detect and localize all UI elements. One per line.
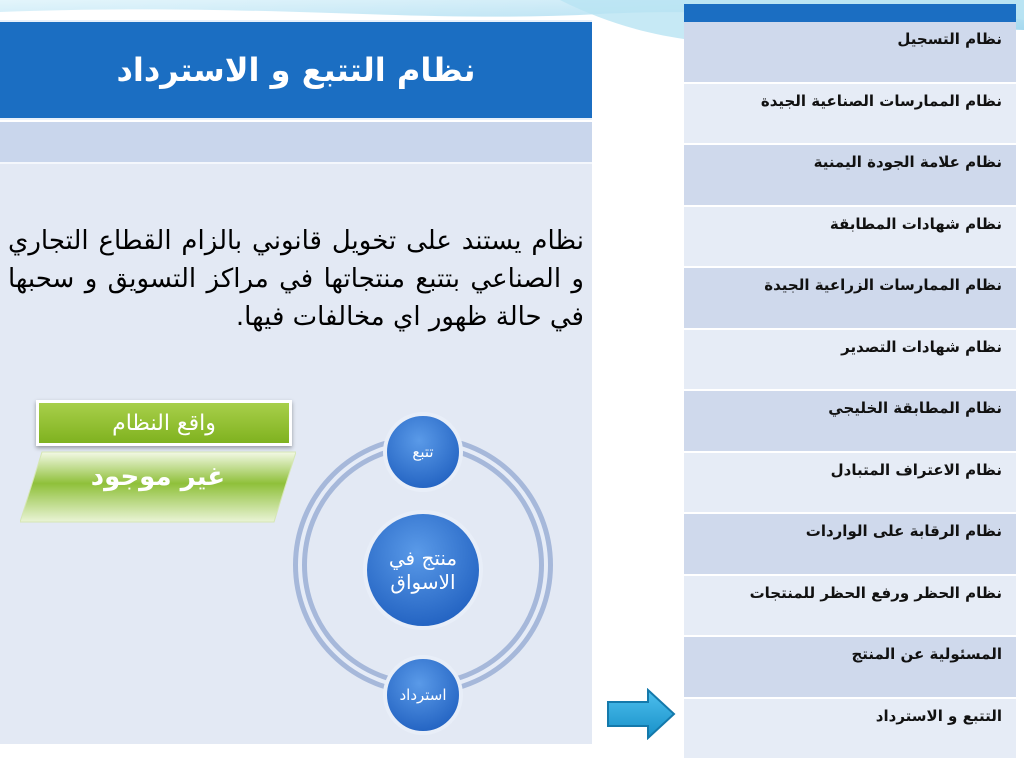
status-label: واقع النظام (36, 400, 292, 446)
trace-label: تتبع (412, 443, 434, 461)
sidebar-item-gulf-conformity[interactable]: نظام المطابقة الخليجي (684, 391, 1016, 453)
page-title: نظام التتبع و الاسترداد (0, 20, 592, 120)
sidebar-item-export-certificates[interactable]: نظام شهادات التصدير (684, 330, 1016, 392)
system-description: نظام يستند على تخويل قانوني بالزام القطاع التجاري و الصناعي بتتبع منتجاتها في مراكز التسويق و سحبها في حالة ظهور اي مخالفات فيها. (8, 226, 584, 332)
sidebar-item-traceability-recall[interactable]: التتبع و الاسترداد (684, 699, 1016, 761)
sidebar-item-product-liability[interactable]: المسئولية عن المنتج (684, 637, 1016, 699)
sidebar-item-good-agricultural[interactable]: نظام الممارسات الزراعية الجيدة (684, 268, 1016, 330)
sidebar-item-yemeni-quality-mark[interactable]: نظام علامة الجودة اليمنية (684, 145, 1016, 207)
sidebar-item-conformity-certificates[interactable]: نظام شهادات المطابقة (684, 207, 1016, 269)
sidebar-header (684, 4, 1016, 22)
recall-label: استرداد (399, 686, 447, 704)
sub-header-band (0, 122, 592, 164)
systems-sidebar (684, 4, 1016, 760)
product-in-market-label: منتج في الاسواق (388, 546, 458, 594)
sidebar-item-import-control[interactable]: نظام الرقابة على الواردات (684, 514, 1016, 576)
right-arrow-icon[interactable] (606, 688, 676, 740)
sidebar-item-registration[interactable]: نظام التسجيل (684, 22, 1016, 84)
sidebar-item-mutual-recognition[interactable]: نظام الاعتراف المتبادل (684, 453, 1016, 515)
cycle-diagram (290, 410, 560, 740)
sidebar-item-product-ban[interactable]: نظام الحظر ورفع الحظر للمنتجات (684, 576, 1016, 638)
status-value: غير موجود (90, 462, 226, 492)
sidebar-item-good-manufacturing[interactable]: نظام الممارسات الصناعية الجيدة (684, 84, 1016, 146)
